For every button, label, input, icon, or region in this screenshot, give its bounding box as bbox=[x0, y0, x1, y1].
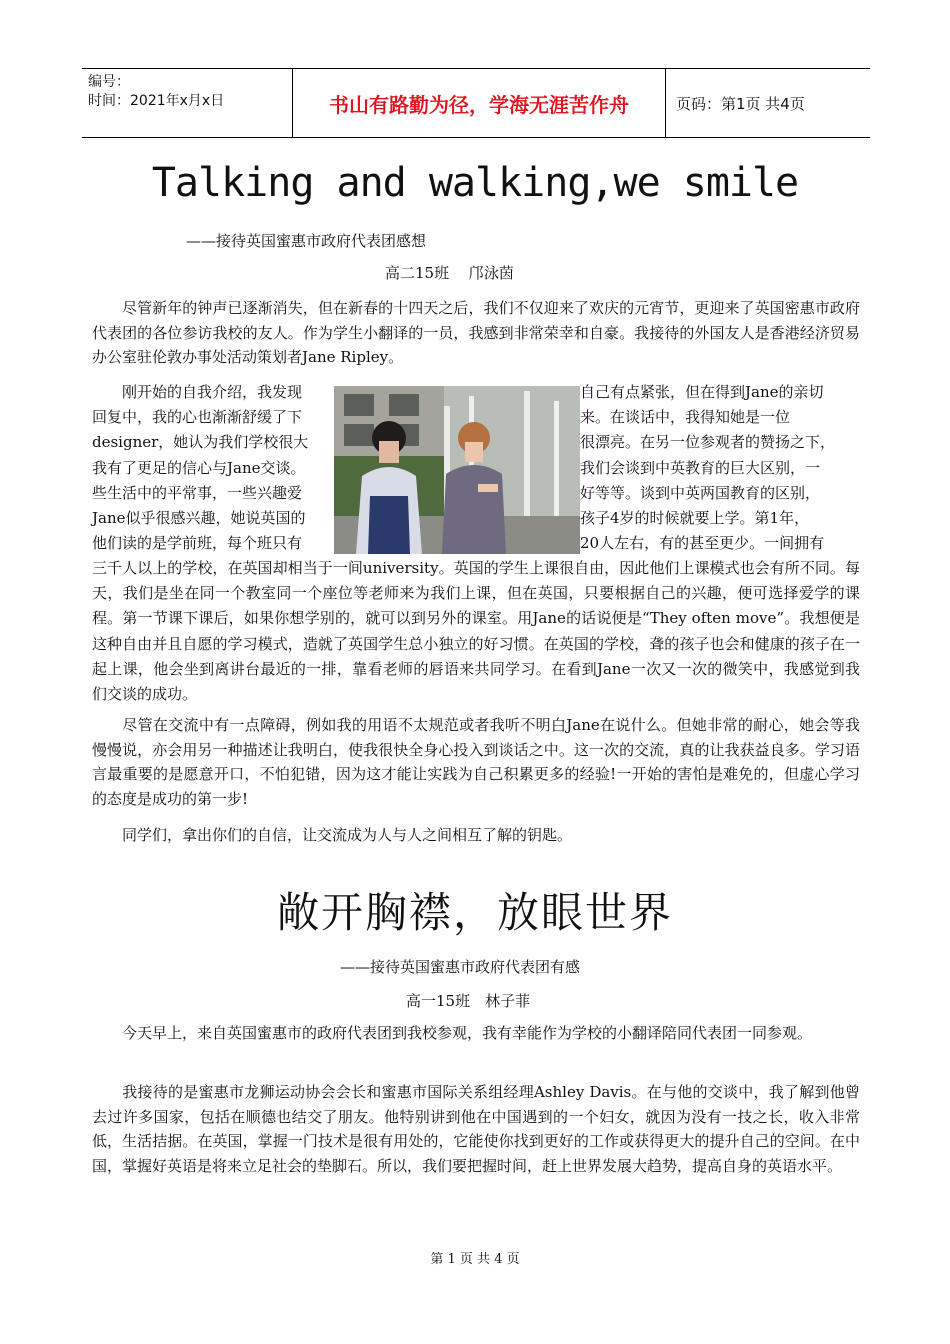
left-line: 回复中，我的心也渐渐舒缓了下 bbox=[92, 408, 303, 427]
right-line: 很漂亮。在另一位参观者的赞扬之下， bbox=[580, 433, 836, 452]
article1-author: 高二15班 邝泳茵 bbox=[385, 264, 514, 282]
article2-paragraph-2: 我接待的是蜜惠市龙狮运动协会会长和蜜惠市国际关系组经理Ashley Davis。在与他的交谈中，我了解到他曾去过许多国家，包括在顺德也结交了朋友。他特别讲到他在中国遇到的一个妇女，就因为没有一技之长，收入非常低，生活拮据。在英国，掌握一门技术是很有用处的，它能使你找到更好的工作或获得更大的提升自己的空间。在中国，掌握好英语是将来立足社会的垫脚石。所以，我们要把握时间，赶上世界发展大趋势，提高自身的英语水平。 bbox=[92, 1083, 860, 1175]
left-line: 他们读的是学前班，每个班只有 bbox=[92, 534, 303, 553]
paragraph-right-column bbox=[580, 380, 860, 556]
article2-author: 高一15班 林子菲 bbox=[406, 992, 531, 1010]
paragraph-continuation: 三千人以上的学校，在英国却相当于一间university。英国的学生上课很自由，因此他们上课模式也会有所不同。每天，我们是坐在同一个教室同一个座位等老师来为我们上课，但在英国，只要根据自己的兴趣，便可选择爱学的课程。第一节课下课后，如果你想学别的，就可以到另外的课室。用Jane的话说便是“They often move”。我想便是这种自由并且自愿的学习模式，造就了英国学生总小独立的好习惯。在英国的学校，聋的孩子也会和健康的孩子在一起上课，他会坐到离讲台最近的一排，靠看老师的唇语来共同学习。在看到Jane一次又一次的微笑中，我感觉到我们交谈的成功。 bbox=[92, 559, 860, 704]
right-line: 孩子4岁的时候就要上学。第1年， bbox=[580, 508, 810, 527]
article1-paragraph-1: 尽管新年的钟声已逐渐消失，但在新春的十四天之后，我们不仅迎来了欢庆的元宵节，更迎来了英国密惠市政府代表团的各位参访我校的友人。作为学生小翻译的一员，我感到非常荣幸和自豪。我接待的外国友人是香港经济贸易办公室驻伦敦办事处活动策划者Jane Ripley。 bbox=[92, 299, 860, 366]
left-line: designer，她认为我们学校很大 bbox=[92, 433, 309, 452]
page-header bbox=[82, 68, 870, 138]
right-line: 20人左右，有的甚至更少。一间拥有 bbox=[580, 534, 825, 553]
left-line: 些生活中的平常事，一些兴趣爱 bbox=[92, 483, 303, 502]
number-label: 编号： bbox=[88, 74, 130, 90]
article1-subtitle: ——接待英国蜜惠市政府代表团感想 bbox=[186, 232, 427, 250]
date-label: 时间：2021年x月x日 bbox=[88, 93, 225, 109]
right-line: 来。在谈话中，我得知她是一位 bbox=[580, 408, 791, 427]
left-line: Jane似乎很感兴趣，她说英国的 bbox=[92, 508, 306, 527]
right-line: 好等等。谈到中英两国教育的区别， bbox=[580, 483, 821, 502]
paragraph-left-column bbox=[92, 380, 334, 556]
article2-title: 敞开胸襟，放眼世界 bbox=[276, 888, 673, 937]
left-line: 刚开始的自我介绍，我发现 bbox=[122, 383, 303, 401]
header-motto: 书山有路勤为径，学海无涯苦作舟 bbox=[293, 69, 666, 137]
article2-subtitle: ——接待英国蜜惠市政府代表团有感 bbox=[340, 958, 581, 976]
header-meta bbox=[82, 69, 293, 137]
photo-two-people-talking bbox=[334, 386, 580, 554]
header-page-label: 页码：第1页 共4页 bbox=[676, 94, 805, 113]
article1-paragraph-4: 同学们，拿出你们的自信，让交流成为人与人之间相互了解的钥匙。 bbox=[122, 826, 573, 844]
right-line: 自己有点紧张，但在得到Jane的亲切 bbox=[580, 383, 824, 401]
page-footer: 第 1 页 共 4 页 bbox=[430, 1252, 520, 1267]
left-line: 我有了更足的信心与Jane交谈。 bbox=[92, 458, 306, 477]
article1-paragraph-3: 尽管在交流中有一点障碍，例如我的用语不太规范或者我听不明白Jane在说什么。但她非常的耐心，她会等我慢慢说，亦会用另一种描述让我明白，使我很快全身心投入到谈话之中。这一次的交流，真的让我获益良多。学习语言最重要的是愿意开口，不怕犯错，因为这才能让实践为自己积累更多的经验!一开始的害怕是难免的，但虚心学习的态度是成功的第一步! bbox=[92, 716, 860, 808]
right-line: 我们会谈到中英教育的巨大区别，一 bbox=[580, 458, 821, 477]
article1-title: Talking and walking,we smile bbox=[151, 160, 799, 206]
article2-paragraph-1: 今天早上，来自英国蜜惠市的政府代表团到我校参观，我有幸能作为学校的小翻译陪同代表团一同参观。 bbox=[122, 1024, 813, 1042]
